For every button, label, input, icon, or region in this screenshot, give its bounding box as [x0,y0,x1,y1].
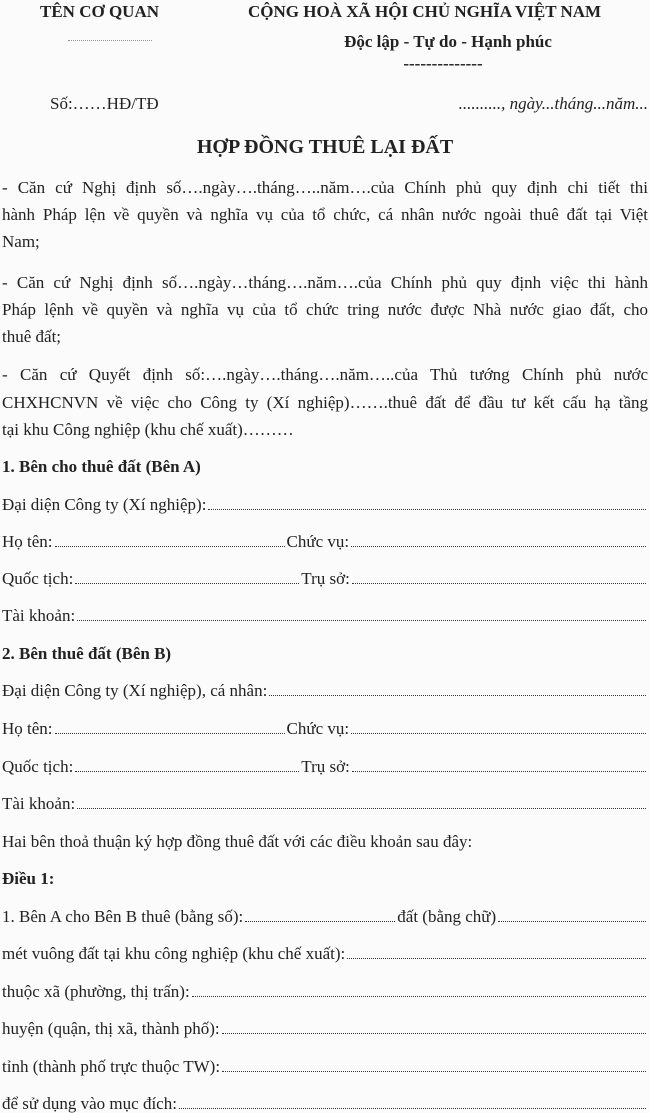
party-a-rep-field[interactable] [208,495,646,510]
party-b-heading: 2. Bên thuê đất (Bên B) [2,644,172,663]
party-b-account-row [2,793,648,815]
party-a-name-row [2,531,648,553]
article-1-ward-row [2,981,648,1003]
agency-name: TÊN CƠ QUAN [40,2,160,21]
field-label: Tài khoản: [2,794,76,813]
party-a-nationality-row [2,568,648,590]
area-number-field[interactable] [245,907,395,922]
field-label: để sử dụng vào mục đích: [2,1094,177,1113]
preamble-line: CHXHCNVN về việc cho Công ty (Xí nghiệp)…….thuê đất để đầu tư kết cấu hạ tầng [2,393,648,412]
field-label: Quốc tịch: [2,569,74,588]
preamble-line: Nam; [2,232,40,251]
party-a-office-field[interactable] [352,569,646,584]
field-label: Chức vụ: [286,719,350,738]
party-a-heading: 1. Bên cho thuê đất (Bên A) [2,457,201,476]
document-date: .........., ngày...tháng...năm... [458,94,648,113]
district-field[interactable] [222,1019,646,1034]
field-label: đất (bằng chữ) [397,907,497,926]
republic-name: CỘNG HOÀ XÃ HỘI CHỦ NGHĨA VIỆT NAM [248,2,602,21]
article-1-province-row [2,1056,648,1078]
document-title: HỢP ĐỒNG THUÊ LẠI ĐẤT [196,136,454,158]
field-label: thuộc xã (phường, thị trấn): [2,982,190,1001]
preamble-line: - Căn cứ Nghị định số….ngày….tháng…..năm….của Chính phủ quy định chi tiết thi [2,178,648,197]
party-a-name-field[interactable] [55,532,285,547]
field-label: mét vuông đất tại khu công nghiệp (khu chế xuất): [2,944,346,963]
party-b-name-field[interactable] [55,719,285,734]
preamble-line: Pháp lệnh về quyền và nghĩa vụ của tổ chức tring nước được Nhà nước giao đất, cho [2,300,648,319]
article-1-district-row [2,1018,648,1040]
province-field[interactable] [222,1057,646,1072]
party-b-account-field[interactable] [77,794,646,809]
field-label: Quốc tịch: [2,757,74,776]
party-a-rep-row [2,494,648,516]
field-label: Họ tên: [2,532,53,551]
field-label: Tài khoản: [2,606,76,625]
field-label: Đại diện Công ty (Xí nghiệp): [2,495,207,514]
field-label: 1. Bên A cho Bên B thuê (bằng số): [2,907,244,926]
party-b-rep-row [2,680,648,702]
party-b-office-field[interactable] [352,757,646,772]
party-a-account-field[interactable] [77,606,646,621]
document-number: Số:……HĐ/TĐ [50,94,159,113]
party-a-nationality-field[interactable] [75,569,299,584]
party-a-account-row [2,605,648,627]
ward-field[interactable] [192,982,646,997]
preamble-line: - Căn cứ Nghị định số….ngày…tháng….năm….của Chính phủ quy định việc thi hành [2,273,648,292]
article-1-heading: Điều 1: [2,869,55,888]
field-label: huyện (quận, thị xã, thành phố): [2,1019,220,1038]
article-1-zone-row [2,943,648,965]
preamble-line: thuê đất; [2,327,62,346]
preamble-line: - Căn cứ Quyết định số:….ngày….tháng….năm…..của Thủ tướng Chính phủ nước [2,365,648,384]
article-1-purpose-row [2,1093,648,1113]
party-b-name-row [2,718,648,740]
motto: Độc lập - Tự do - Hạnh phúc [344,32,552,51]
field-label: Chức vụ: [286,532,350,551]
field-label: Họ tên: [2,719,53,738]
field-label: tỉnh (thành phố trực thuộc TW): [2,1057,221,1076]
party-a-position-field[interactable] [351,532,646,547]
motto-rule: -------------- [403,54,483,73]
party-b-nationality-field[interactable] [75,757,299,772]
field-label: Trụ sở: [301,569,350,588]
agreement-text: Hai bên thoả thuận ký hợp đồng thuê đất với các điều khoản sau đây: [2,832,473,851]
purpose-field[interactable] [179,1094,646,1109]
preamble-line: tại khu Công nghiệp (khu chế xuất)……… [2,420,294,439]
article-1-area-row [2,906,648,928]
area-words-field[interactable] [498,907,646,922]
field-label: Trụ sở: [301,757,350,776]
party-b-nationality-row [2,756,648,778]
agency-underline [68,40,152,41]
party-b-position-field[interactable] [351,719,646,734]
zone-field[interactable] [347,944,646,959]
preamble-line: hành Pháp lện về quyền và nghĩa vụ của tổ chức, cá nhân nước ngoài thuê đất tại Việt [2,205,648,224]
party-b-rep-field[interactable] [269,681,646,696]
field-label: Đại diện Công ty (Xí nghiệp), cá nhân: [2,681,268,700]
